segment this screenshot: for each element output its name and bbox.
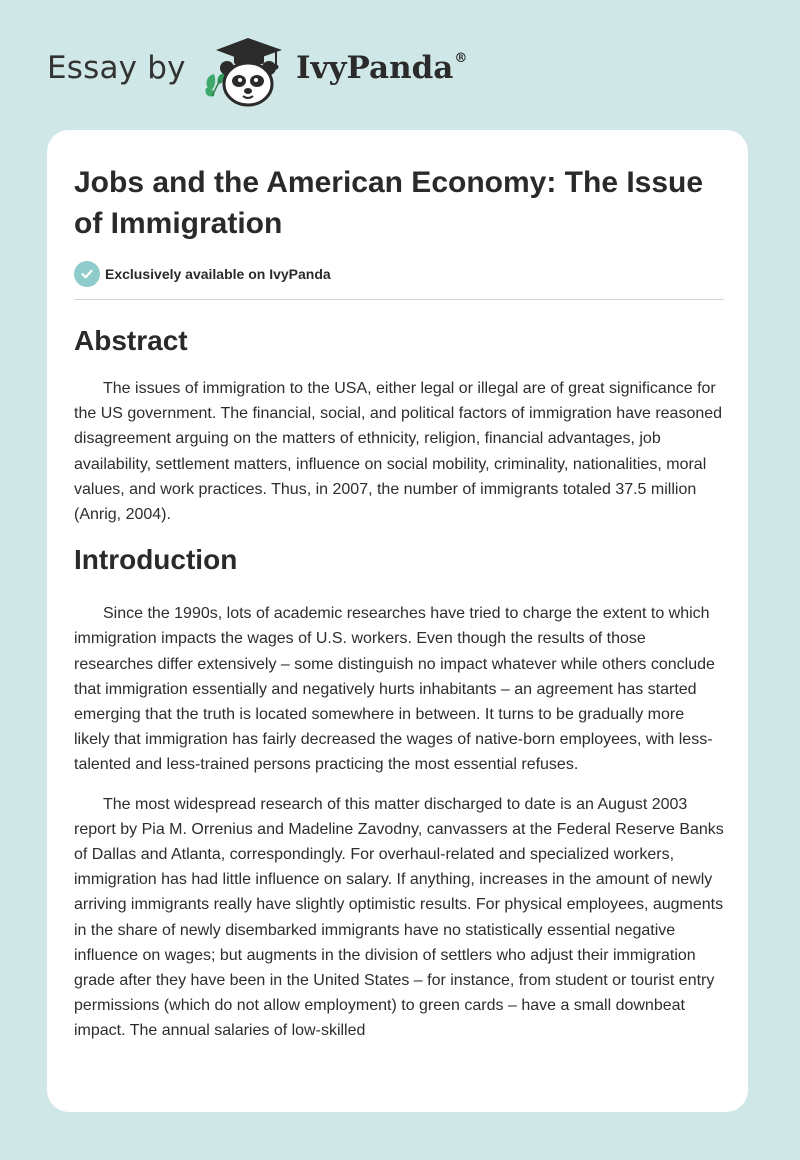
brand-name-text: IvyPanda <box>296 50 454 86</box>
divider <box>74 299 724 300</box>
essay-content <box>74 162 724 1044</box>
exclusive-badge <box>74 261 724 287</box>
brand-name[interactable] <box>296 50 467 86</box>
introduction-heading: Introduction <box>74 544 238 576</box>
introduction-paragraph-1: Since the 1990s, lots of academic researches have tried to charge the extent to which immigration impacts the wages of U.S. workers. Even though the results of those researches differ extensively – some distinguish no impact whatever while others conclude that immigration essentially and negatively hurts inhabitants – an agreement has started emerging that the truth is located somewhere in between. It turns to be gradually more likely that immigration has fairly decreased the wages of native-born employees, with less-talented and less-trained persons practicing the most essential refuses. <box>74 605 715 774</box>
essay-title: Jobs and the American Economy: The Issue of Immigration <box>74 166 704 240</box>
check-circle-icon <box>74 261 100 287</box>
abstract-heading: Abstract <box>74 325 188 356</box>
registered-mark: ® <box>454 51 468 66</box>
exclusive-badge-text: Exclusively available on IvyPanda <box>105 266 331 282</box>
panda-head-icon <box>220 61 276 105</box>
essay-card <box>47 130 748 1112</box>
abstract-paragraph: The issues of immigration to the USA, either legal or illegal are of great significance for the US government. The financial, social, and political factors of immigration have reasoned disagreement arguing on the matters of ethnicity, religion, financial advantages, job availability, settlement matters, influence on social mobility, criminality, nationalities, moral values, and work practices. Thus, in 2007, the number of immigrants totaled 37.5 million (Anrig, 2004). <box>74 380 723 524</box>
essay-by-label: Essay by <box>47 50 186 86</box>
ivypanda-panda-logo-icon[interactable] <box>196 34 292 110</box>
site-header <box>0 0 800 130</box>
introduction-paragraph-2: The most widespread research of this matter discharged to date is an August 2003 report by Pia M. Orrenius and Madeline Zavodny, canvassers at the Federal Reserve Banks of Dallas and Atlanta, correspondingly. For overhaul-related and specialized workers, immigration has had little influence on salary. If anything, increases in the amount of newly arriving immigrants really have slightly optimistic results. For physical employees, augments in the share of newly disembarked immigrants have no statistically essential negative influence on wages; but augments in the division of settlers who adjust their immigration grade after they have been in the United States – for instance, from student or tourist entry permissions (which do not allow employment) to green cards – have a small downbeat impact. The annual salaries of low-skilled <box>74 795 724 1040</box>
